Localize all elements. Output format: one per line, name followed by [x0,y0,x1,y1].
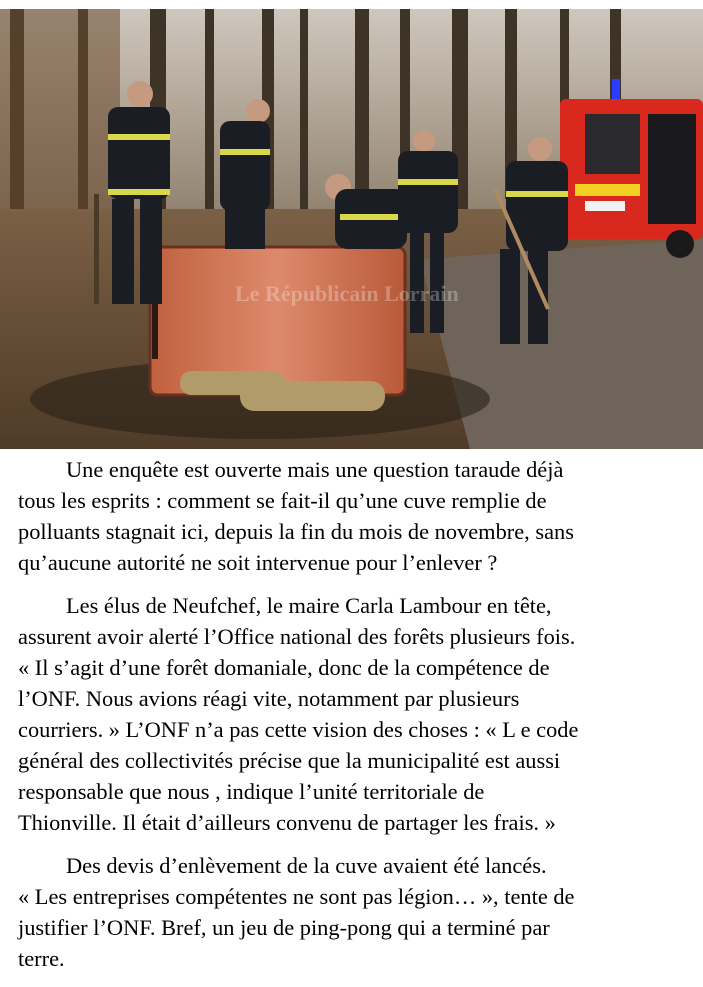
news-photo [0,9,703,449]
article-paragraph-3: Des devis d’enlèvement de la cuve avaient été lancés. « Les entreprises compétentes ne sont pas légion… », tente de justifier l’ONF. Bref, un jeu de ping-pong qui a terminé par terre. [18,853,575,971]
firefighters-scene [0,9,703,449]
fire-truck [560,79,703,258]
article-body [18,454,700,986]
firefighter-2 [220,99,270,249]
article-paragraph-1: Une enquête est ouverte mais une question taraude déjà tous les esprits : comment se fait-il qu’une cuve remplie de polluants stagnait ici, depuis la fin du mois de novembre, sans qu’aucune autorité ne soit intervenue pour l’enlever ? [18,457,574,575]
photo-watermark: Le Républicain Lorrain [235,281,459,306]
article-paragraph-2: Les élus de Neufchef, le maire Carla Lambour en tête, assurent avoir alerté l’Office national des forêts plusieurs fois. « Il s’agit d’une forêt domaniale, donc de la compétence de l’ONF. Nous avions réagi vite, notamment par plusieurs courriers. » L’ONF n’a pas cette vision des choses : « L e code général des collectivités précise que la municipalité est aussi responsable que nous , indique l’unité territoriale de Thionville. Il était d’ailleurs convenu de partager les frais. » [18,593,579,835]
